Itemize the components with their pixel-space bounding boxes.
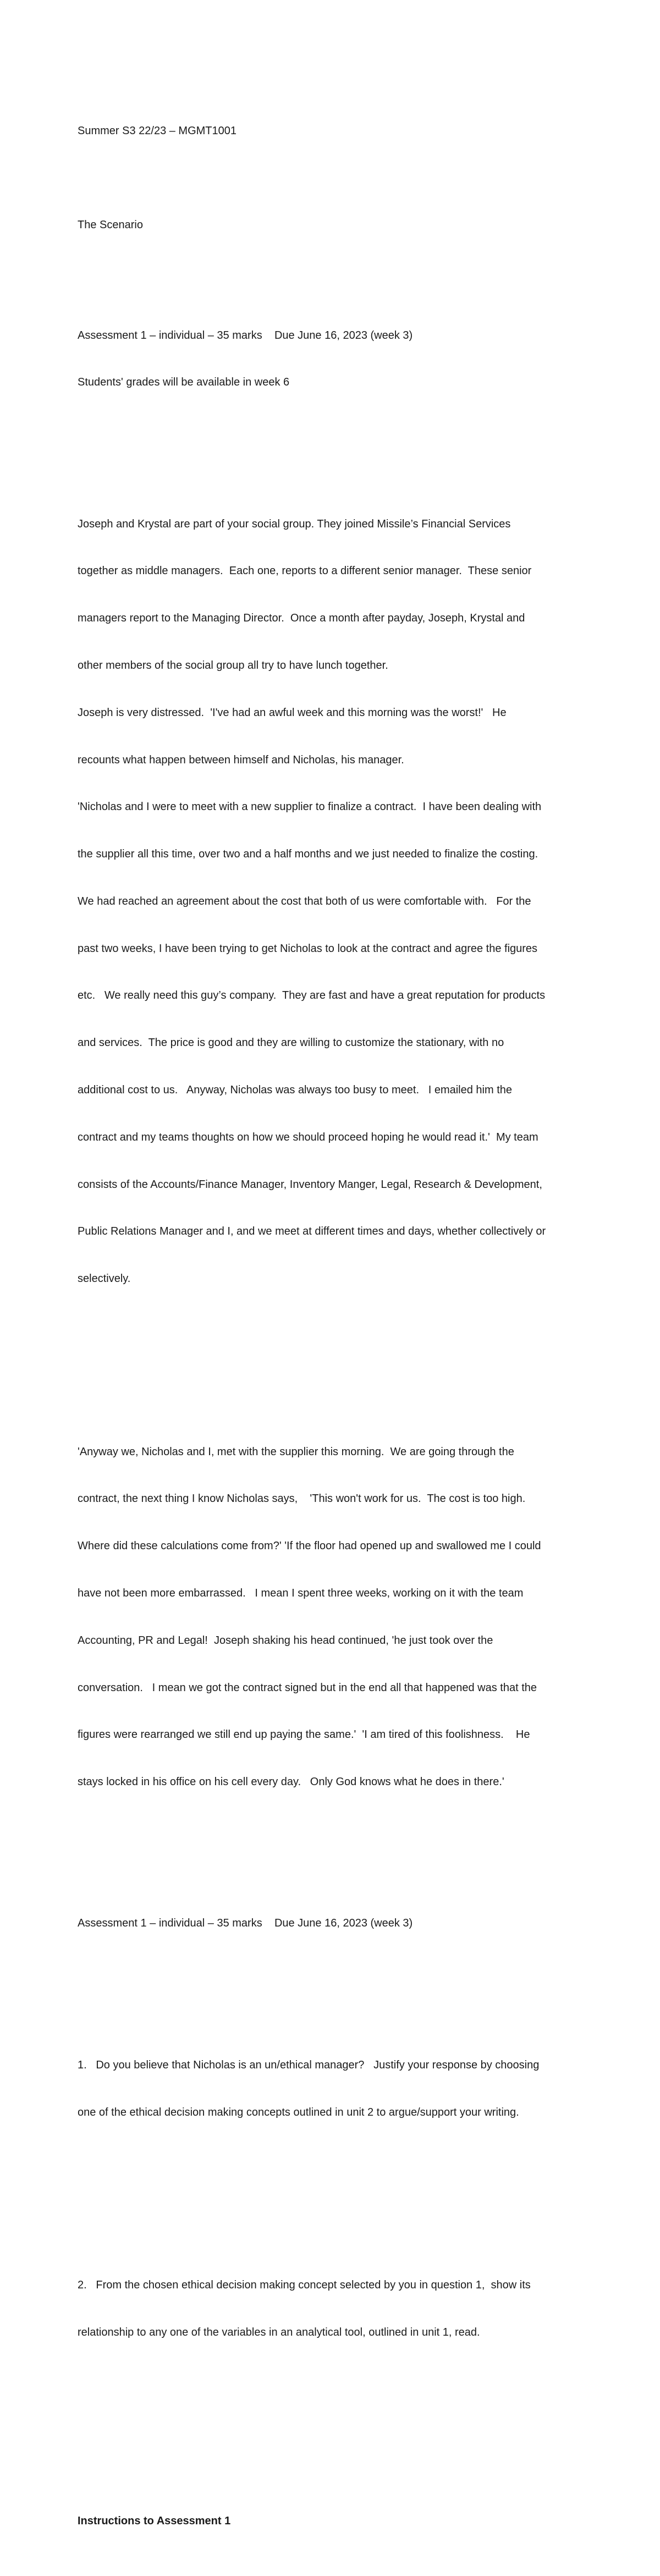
paragraph-line: additional cost to us. Anyway, Nicholas was always too busy to meet. I emailed him the (78, 1084, 513, 1096)
paragraph-line: 'Anyway we, Nicholas and I, met with the supplier this morning. We are going through the (78, 1445, 514, 1458)
paragraph-line: the supplier all this time, over two and a half months and we just needed to finalize the costing. (78, 848, 538, 861)
paragraph-line: recounts what happen between himself and Nicholas, his manager. (78, 753, 404, 766)
spacer (78, 2183, 589, 2199)
question-1 (78, 2026, 589, 2152)
paragraph-line: selectively. (78, 1273, 131, 1285)
question-line: one of the ethical decision making concepts outlined in unit 2 to argue/support your writing. (78, 2106, 519, 2118)
paragraph-line: 'Nicholas and I were to meet with a new supplier to finalize a contract. I have been dealing with (78, 801, 542, 813)
paragraph-line: consists of the Accounts/Finance Manager, Inventory Manger, Legal, Research & Development, (78, 1178, 542, 1191)
paragraph-line: together as middle managers. Each one, reports to a different senior manager. These senior (78, 565, 532, 577)
paragraph-line: contract and my teams thoughts on how we should proceed hoping he would read it.' My team (78, 1131, 538, 1143)
spacer (78, 265, 589, 280)
paragraph-line: past two weeks, I have been trying to get Nicholas to look at the contract and agree the figures (78, 942, 538, 955)
paragraph-line: other members of the social group all try to have lunch together. (78, 659, 388, 671)
assessment-info-repeat: Assessment 1 – individual – 35 marks Due June 16, 2023 (week 3) (78, 1917, 413, 1930)
document-body (78, 76, 589, 2576)
question-line: 1. Do you believe that Nicholas is an un/ethical manager? Justify your response by choosing (78, 2058, 540, 2071)
spacer (78, 2403, 589, 2419)
paragraph-line: Joseph is very distressed. 'I've had an awful week and this morning was the worst!' He (78, 706, 507, 719)
paragraph-line: etc. We really need this guy’s company. They are fast and have a great reputation for products (78, 989, 546, 1002)
paragraph-line: and services. The price is good and they are willing to customize the stationary, with no (78, 1037, 504, 1049)
scenario-paragraph-1 (78, 485, 589, 1318)
paragraph-line: managers report to the Managing Director. Once a month after payday, Joseph, Krystal and (78, 612, 525, 625)
grades-availability-line: Students' grades will be available in week 6 (78, 376, 290, 389)
question-2 (78, 2246, 589, 2372)
paragraph-line: contract, the next thing I know Nicholas says, 'This won't work for us. The cost is too high. (78, 1493, 526, 1505)
paragraph-line: Where did these calculations come from?' 'If the floor had opened up and swallowed me I could (78, 1540, 541, 1553)
paragraph-line: conversation. I mean we got the contract signed but in the end all that happened was that the (78, 1681, 537, 1694)
paragraph-line: Accounting, PR and Legal! Joseph shaking his head continued, 'he just took over the (78, 1634, 493, 1647)
instructions-heading: Instructions to Assessment 1 (78, 2515, 231, 2528)
paragraph-line: We had reached an agreement about the cost that both of us were comfortable with. For the (78, 895, 531, 907)
question-line: relationship to any one of the variables in an analytical tool, outlined in unit 1, read. (78, 2326, 480, 2338)
spacer (78, 422, 589, 438)
section-title: The Scenario (78, 219, 143, 232)
spacer (78, 1853, 589, 1869)
paragraph-line: Joseph and Krystal are part of your social group. They joined Missile’s Financial Services (78, 518, 511, 530)
spacer (78, 2451, 589, 2467)
paragraph-line: Public Relations Manager and I, and we meet at different times and days, whether collectively or (78, 1225, 546, 1238)
course-line: Summer S3 22/23 – MGMT1001 (78, 124, 237, 137)
paragraph-line: figures were rearranged we still end up paying the same.' 'I am tired of this foolishness. He (78, 1729, 530, 1741)
assessment-info-line: Assessment 1 – individual – 35 marks Due June 16, 2023 (week 3) (78, 329, 413, 342)
question-line: 2. From the chosen ethical decision making concept selected by you in question 1, show its (78, 2279, 531, 2292)
spacer (78, 170, 589, 186)
spacer (78, 1350, 589, 1366)
paragraph-line: stays locked in his office on his cell every day. Only God knows what he does in there.' (78, 1776, 504, 1788)
paragraph-line: have not been more embarrassed. I mean I spent three weeks, working on it with the team (78, 1587, 524, 1599)
scenario-paragraph-2 (78, 1412, 589, 1821)
spacer (78, 1963, 589, 1979)
